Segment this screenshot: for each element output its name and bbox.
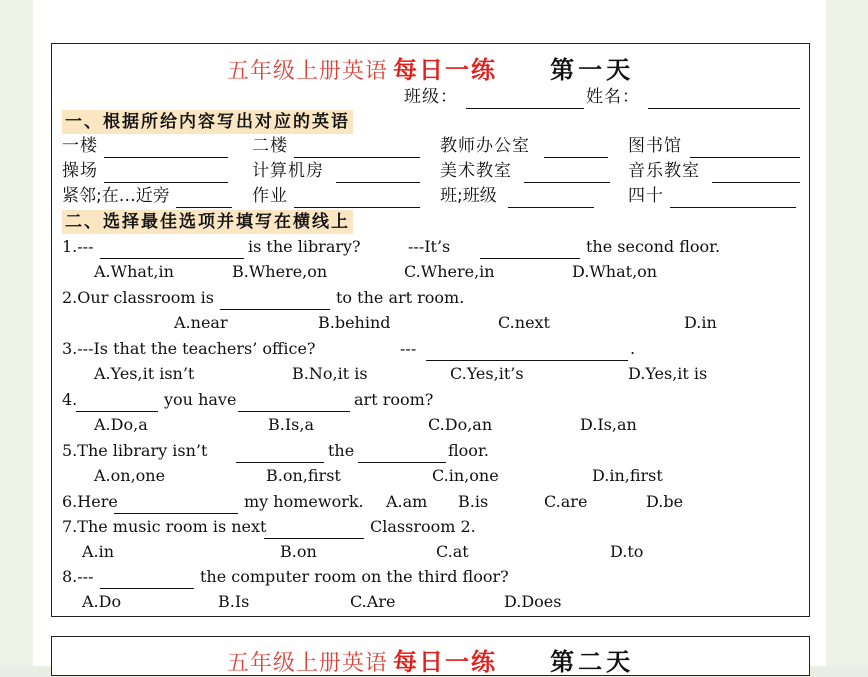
- vocab-label: 美术教室: [440, 161, 512, 181]
- worksheet-title: [52, 642, 809, 677]
- name-field[interactable]: [648, 86, 800, 109]
- vocab-row-1: [52, 135, 809, 159]
- option-d[interactable]: D.Yes,it is: [628, 364, 708, 383]
- question-text: the: [328, 441, 355, 460]
- option-d[interactable]: D.What,on: [572, 262, 658, 281]
- option-a[interactable]: A.in: [82, 542, 115, 561]
- option-a[interactable]: A.near: [174, 313, 228, 332]
- question-text: .: [630, 339, 636, 358]
- option-d[interactable]: D.Does: [504, 592, 562, 611]
- vocab-answer-field[interactable]: [690, 135, 800, 158]
- option-c[interactable]: C.Yes,it’s: [450, 364, 524, 383]
- vocab-answer-field[interactable]: [508, 185, 594, 208]
- question-text: is the library?: [248, 237, 361, 256]
- vocab-answer-field[interactable]: [294, 135, 420, 158]
- answer-blank[interactable]: [264, 516, 364, 539]
- class-field[interactable]: [466, 86, 584, 109]
- option-b[interactable]: B.No,it is: [292, 364, 368, 383]
- answer-blank[interactable]: [100, 236, 244, 259]
- option-b[interactable]: B.on: [280, 542, 317, 561]
- question-8-options: [52, 591, 809, 615]
- option-d[interactable]: D.be: [646, 492, 684, 511]
- vocab-label: 二楼: [252, 136, 288, 156]
- option-d[interactable]: D.Is,an: [580, 415, 637, 434]
- question-text: 3.---Is that the teachers’ office?: [62, 339, 316, 358]
- vocab-row-3: [52, 185, 809, 209]
- vocab-label: 教师办公室: [440, 136, 530, 156]
- option-c[interactable]: C.Do,an: [428, 415, 493, 434]
- vocab-answer-field[interactable]: [712, 160, 800, 183]
- title-daily-practice: 每日一练: [393, 648, 497, 676]
- option-b[interactable]: B.Where,on: [232, 262, 328, 281]
- vocab-label: 图书馆: [628, 136, 682, 156]
- question-3-options: [52, 363, 809, 387]
- section-1-heading: 一、根据所给内容写出对应的英语: [62, 110, 353, 134]
- vocab-answer-field[interactable]: [104, 160, 228, 183]
- title-day: 第二天: [550, 648, 635, 676]
- vocab-answer-field[interactable]: [104, 135, 228, 158]
- vocab-answer-field[interactable]: [336, 160, 420, 183]
- question-1: [52, 236, 809, 260]
- worksheet-day-2: [51, 636, 810, 676]
- question-2-options: [52, 312, 809, 336]
- vocab-label: 一楼: [62, 136, 98, 156]
- answer-blank[interactable]: [76, 389, 158, 412]
- answer-blank[interactable]: [114, 491, 238, 514]
- question-text: 8.---: [62, 567, 94, 586]
- answer-blank[interactable]: [358, 440, 446, 463]
- option-b[interactable]: B.on,first: [266, 466, 341, 485]
- title-daily-practice: 每日一练: [393, 56, 497, 84]
- option-a[interactable]: A.on,one: [94, 466, 166, 485]
- option-a[interactable]: A.Yes,it isn’t: [94, 364, 195, 383]
- option-c[interactable]: C.at: [436, 542, 469, 561]
- question-7-options: [52, 541, 809, 565]
- option-b[interactable]: B.behind: [318, 313, 391, 332]
- option-a[interactable]: A.am: [386, 492, 428, 511]
- answer-blank[interactable]: [236, 440, 324, 463]
- vocab-answer-field[interactable]: [294, 185, 420, 208]
- option-d[interactable]: D.in,first: [592, 466, 663, 485]
- title-grade-subject: 五年级上册英语: [226, 651, 388, 676]
- question-text: 1.---: [62, 237, 94, 256]
- question-3: [52, 338, 809, 362]
- question-text: 6.Here: [62, 492, 118, 511]
- option-b[interactable]: B.Is,a: [268, 415, 314, 434]
- vocab-label: 四十: [628, 186, 664, 206]
- question-text: 4.: [62, 390, 78, 409]
- answer-blank[interactable]: [100, 566, 194, 589]
- option-c[interactable]: C.are: [544, 492, 588, 511]
- vocab-label: 操场: [62, 161, 98, 181]
- vocab-label: 音乐教室: [628, 161, 700, 181]
- option-c[interactable]: C.in,one: [432, 466, 499, 485]
- question-4-options: [52, 414, 809, 438]
- answer-blank[interactable]: [480, 236, 580, 259]
- question-text: the computer room on the third floor?: [200, 567, 509, 586]
- question-text: my homework.: [244, 492, 364, 511]
- question-text: 7.The music room is next: [62, 517, 267, 536]
- worksheet-day-1: [51, 43, 810, 617]
- question-7: [52, 516, 809, 540]
- question-1-options: [52, 261, 809, 285]
- vocab-label: 作业: [252, 186, 288, 206]
- title-grade-subject: 五年级上册英语: [226, 59, 388, 84]
- window-margin-left: [0, 0, 33, 666]
- question-5: [52, 440, 809, 464]
- window-margin-right: [826, 0, 868, 666]
- vocab-answer-field[interactable]: [176, 185, 232, 208]
- option-b[interactable]: B.Is: [218, 592, 250, 611]
- vocab-answer-field[interactable]: [544, 135, 608, 158]
- vocab-answer-field[interactable]: [524, 160, 610, 183]
- section-2-heading: 二、选择最佳选项并填写在横线上: [62, 210, 353, 234]
- answer-blank[interactable]: [238, 389, 350, 412]
- question-text: Classroom 2.: [370, 517, 476, 536]
- title-day: 第一天: [550, 56, 635, 84]
- name-label: 姓名：: [586, 87, 640, 107]
- vocab-label: 紧邻;在…近旁: [62, 186, 170, 206]
- option-a[interactable]: A.What,in: [94, 262, 174, 281]
- question-6: [52, 491, 809, 515]
- option-c[interactable]: C.next: [498, 313, 550, 332]
- question-text: floor.: [448, 441, 489, 460]
- option-d[interactable]: D.in: [684, 313, 717, 332]
- option-c[interactable]: C.Are: [350, 592, 396, 611]
- question-text: ---It’s: [408, 237, 451, 256]
- question-2: [52, 287, 809, 311]
- option-b[interactable]: B.is: [458, 492, 489, 511]
- vocab-row-2: [52, 160, 809, 184]
- question-text: to the art room.: [336, 288, 465, 307]
- answer-blank[interactable]: [220, 287, 330, 310]
- question-8: [52, 566, 809, 590]
- question-text: 2.Our classroom is: [62, 288, 214, 307]
- option-d[interactable]: D.to: [610, 542, 644, 561]
- option-c[interactable]: C.Where,in: [404, 262, 495, 281]
- question-text: ---: [400, 339, 417, 358]
- question-text: art room?: [354, 390, 434, 409]
- vocab-label: 班;班级: [440, 186, 497, 206]
- question-text: 5.The library isn’t: [62, 441, 208, 460]
- question-text: the second floor.: [586, 237, 721, 256]
- question-text: you have: [164, 390, 237, 409]
- worksheet-title: [52, 50, 809, 85]
- student-info-row: [52, 86, 809, 110]
- vocab-label: 计算机房: [252, 161, 324, 181]
- question-4: [52, 389, 809, 413]
- answer-blank[interactable]: [426, 338, 628, 361]
- class-label: 班级：: [404, 87, 458, 107]
- vocab-answer-field[interactable]: [670, 185, 796, 208]
- question-5-options: [52, 465, 809, 489]
- option-a[interactable]: A.Do: [82, 592, 122, 611]
- option-a[interactable]: A.Do,a: [94, 415, 148, 434]
